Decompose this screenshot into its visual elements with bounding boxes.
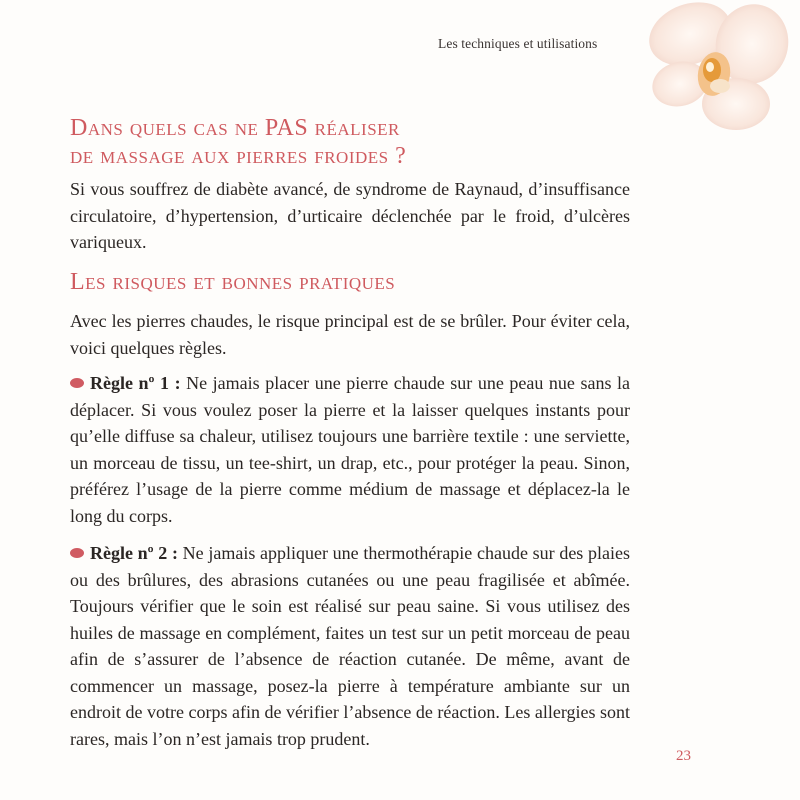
heading-line-2: de massage aux pierres froides ?: [70, 143, 407, 169]
rule-2-text: Ne jamais appliquer une thermothérapie chaude sur des plaies ou des brûlures, des abrasions cutanées ou une peau fragilisée et abîmée. Toujours vérifier que le soin est réalisé sur peau saine. Si vous utilisez des huiles de massage en complément, faites un test sur un petit morceau de peau afin de s’assurer de l’absence de réaction cutanée. De même, avant de commencer un massage, posez-la pierre à température ambiante sur un endroit de votre corps afin de vérifier l’absence de réaction. Les allergies sont rares, mais l’on n’est jamais trop prudent.: [70, 543, 630, 749]
rule-1-paragraph: [70, 370, 630, 529]
risks-intro-paragraph: Avec les pierres chaudes, le risque principal est de se brûler. Pour éviter cela, voici quelques règles.: [70, 311, 630, 358]
bullet-dot-icon: [70, 548, 84, 558]
section-heading-risks: Les risques et bonnes pratiques: [70, 269, 396, 295]
section-heading-cold-stones: [70, 114, 570, 170]
rule-2-paragraph: [70, 540, 630, 752]
rule-1-label: Règle nº 1 :: [90, 373, 181, 393]
orchid-flower-icon: [640, 0, 800, 130]
rule-1-text: Ne jamais placer une pierre chaude sur une peau nue sans la déplacer. Si vous voulez poser la pierre et la laisser quelques instants pour qu’elle diffuse sa chaleur, utilisez toujours une barrière textile : une serviette, un morceau de tissu, un tee-shirt, un drap, etc., pour protéger la peau. Sinon, préférez l’usage de la pierre comme médium de massage et déplacez-la le long du corps.: [70, 373, 630, 526]
rule-2-label: Règle nº 2 :: [90, 543, 178, 563]
page-number: 23: [676, 748, 691, 764]
running-header: Les techniques et utilisations: [438, 36, 598, 51]
bullet-dot-icon: [70, 378, 84, 388]
contraindications-paragraph: Si vous souffrez de diabète avancé, de syndrome de Raynaud, d’insuffisance circulatoire, d’hypertension, d’urticaire déclenchée par le froid, d’ulcères variqueux.: [70, 179, 630, 252]
heading-line-1: Dans quels cas ne PAS réaliser: [70, 115, 400, 141]
